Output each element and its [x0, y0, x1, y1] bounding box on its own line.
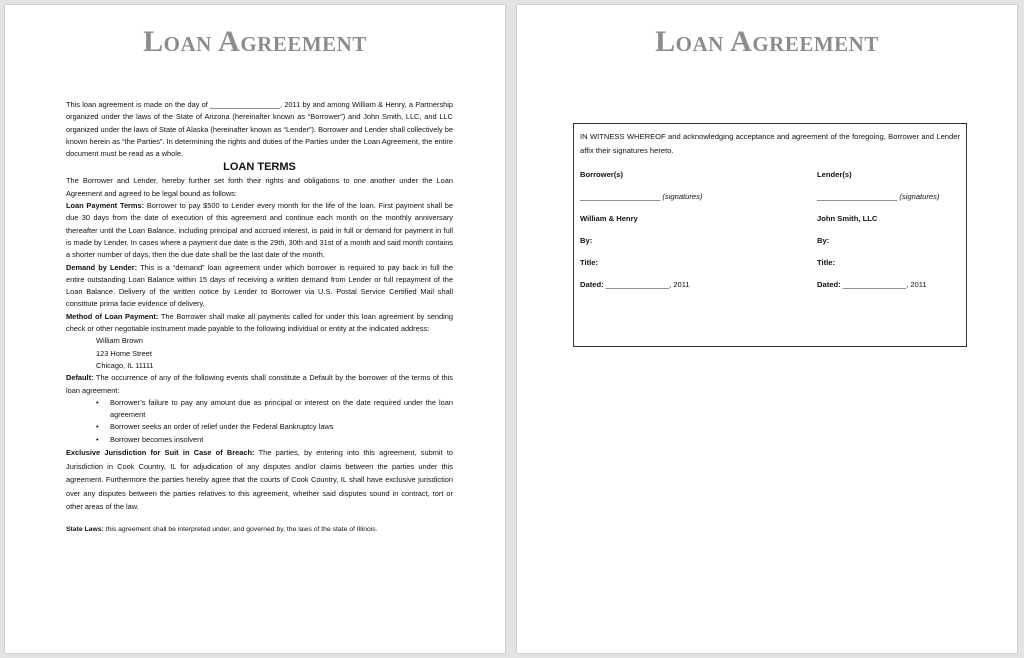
title-label: Title:: [580, 258, 599, 267]
signature-line: ___________________: [580, 192, 661, 201]
signature-note: (signatures): [899, 192, 940, 201]
address-line: 123 Home Street: [96, 348, 152, 358]
default-events-list: [66, 397, 453, 446]
lender-signature-block: [817, 169, 967, 301]
dated-value: _______________, 2011: [840, 280, 927, 289]
list-item: • Borrower seeks an order of relief under the Federal Bankruptcy laws: [96, 421, 453, 433]
payment-terms-clause: [66, 200, 453, 261]
clause-text: This is a “demand” loan agreement under which borrower is required to pay back in full the entire outstanding Loan Balance within 15 days of receiving a written demand from Lender or full repayment of the Loan Balance. Delivery of the written notice by Lender to Borrower via U.S. Postal Service Certified Mail shall constitute prima facie evidence of delivery.: [66, 262, 453, 309]
borrower-name: William & Henry: [580, 214, 638, 223]
method-clause: [66, 311, 453, 336]
intro-paragraph: This loan agreement is made on the day of _________________, 2011 by and among William & Henry, a Partnership organized under the laws of the State of Arizona (hereinafter known as “Borrower”) and John Smith, LLC, and LLC organized under the laws of State of Alaska (hereinafter known as “Lender”). Borrower and Lender shall collectively be known herein as “the Parties”. In determining the rights and duties of the Parties under the Loan Agreement, the entire document must be read as a whole.: [66, 100, 453, 159]
lender-name: John Smith, LLC: [817, 214, 878, 223]
document-title: Loan Agreement: [143, 25, 367, 58]
clause-text: The Borrower shall make all payments called for under this loan agreement by sending check or other negotiable instrument made payable to the following individual or entity at the indicated address:: [66, 311, 453, 334]
terms-intro: The Borrower and Lender, hereby further set forth their rights and obligations to one another under the Loan Agreement and agreed to be legal bound as follows:: [66, 176, 453, 198]
lender-signature-line: [817, 191, 967, 213]
list-item: • Borrower becomes insolvent: [96, 434, 453, 446]
by-label: By:: [580, 236, 593, 245]
witness-statement: IN WITNESS WHEREOF and acknowledging acceptance and agreement of the foregoing, Borrower and Lender affix their signatures hereto.: [580, 132, 960, 155]
clause-text: The parties, by entering into this agreement, submit to Jurisdiction in Cook Country, IL for adjudication of any disputes and/or claims between the parties under this agreement. Furthermore the parties hereby agree that the courts of Cook Country, IL shall have exclusive jurisdiction over any disputes between the parties relatives to this agreement, whether said disputes sound in contract, tort or other areas of the law.: [66, 448, 453, 512]
document-page-2: [516, 4, 1018, 654]
clause-label: Loan Payment Terms:: [66, 201, 145, 211]
jurisdiction-clause: [66, 446, 453, 514]
dated-label: Dated:: [580, 280, 604, 289]
address-line: Chicago, IL 11111: [96, 360, 154, 370]
dated-value: _______________, 2011: [603, 280, 690, 289]
borrower-signature-block: [580, 169, 800, 301]
list-item: • Borrower’s failure to pay any amount due as principal or interest on the date required under the loan agreement: [96, 397, 453, 422]
document-page-1: [4, 4, 506, 654]
lender-heading: Lender(s): [817, 170, 852, 179]
clause-text: The occurrence of any of the following events shall constitute a Default by the borrower of the terms of this loan agreement:: [66, 373, 453, 395]
payment-address: [66, 335, 453, 372]
clause-label: Exclusive Jurisdiction for Suit in Case of Breach:: [66, 448, 255, 458]
clause-label: Default:: [66, 373, 94, 383]
by-label: By:: [817, 236, 830, 245]
clause-text: Borrower to pay $500 to Lender every month for the life of the loan. First payment shall be due 30 days from the date of execution of this agreement and continue each month on the monthly anniversary thereafter until the Loan Balance, including principal and accrued interest, is paid in full or demand for payment in full is made by Lender. In cases where a payment due date is the 29th, 30th and 31st of a month and said month contains a shorter number of days, then the due date shall be the last date of the month.: [66, 201, 453, 260]
section-heading: LOAN TERMS: [223, 161, 296, 174]
state-laws-clause: [66, 524, 453, 536]
demand-clause: [66, 262, 453, 311]
borrower-signature-line: [580, 191, 800, 213]
borrower-heading: Borrower(s): [580, 170, 624, 179]
clause-text: this agreement shall be interpreted under, and governed by, the laws of the state of Illinois.: [103, 525, 378, 533]
agreement-body: [66, 99, 453, 536]
clause-label: Demand by Lender:: [66, 262, 138, 272]
title-label: Title:: [817, 258, 836, 267]
default-clause: [66, 372, 453, 397]
clause-label: Method of Loan Payment:: [66, 311, 159, 321]
signature-line: ___________________: [817, 192, 898, 201]
signature-box: [573, 123, 967, 347]
signature-note: (signatures): [662, 192, 703, 201]
clause-label: State Laws:: [66, 525, 104, 533]
dated-label: Dated:: [817, 280, 841, 289]
document-title: Loan Agreement: [655, 25, 879, 58]
address-line: William Brown: [96, 336, 143, 346]
